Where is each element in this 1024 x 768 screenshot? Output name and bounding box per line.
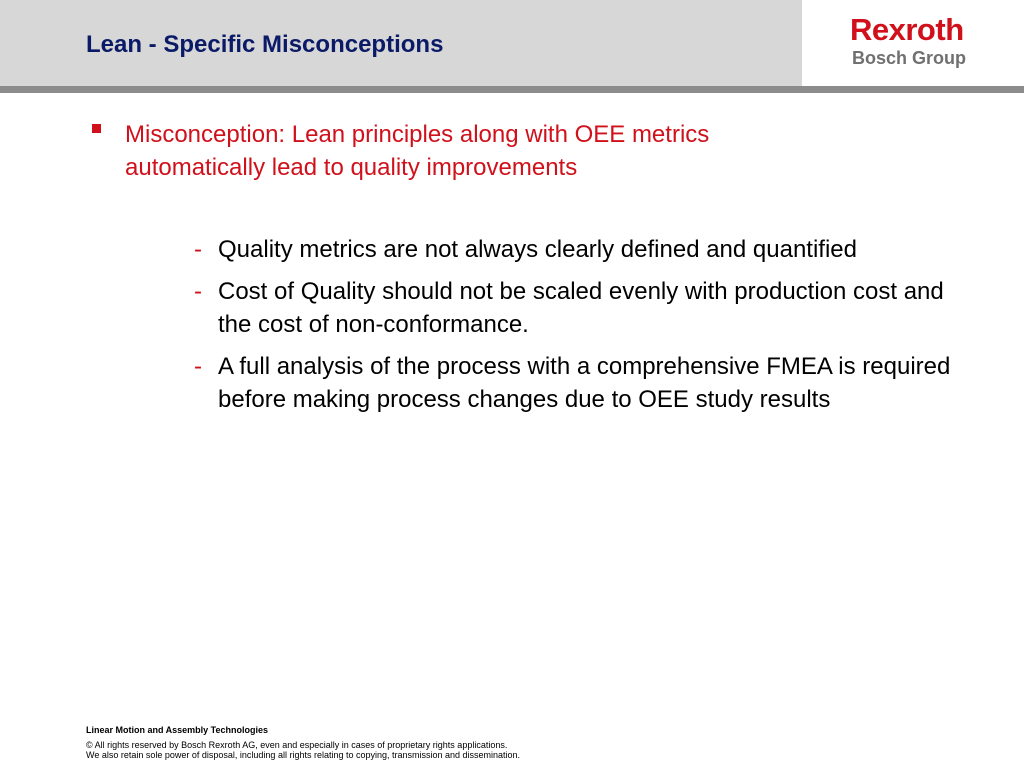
sub-bullet-item [194,275,954,341]
sub-bullet-list [194,233,954,416]
sub-bullet-item [194,233,954,266]
dash-bullet-icon: - [194,353,202,380]
sub-bullet-text: Cost of Quality should not be scaled evenly with production cost and the cost of non-conformance. [218,278,944,338]
bosch-group-logo: Bosch Group [852,48,967,68]
footer-copyright-line-1: © All rights reserved by Bosch Rexroth AG, even and especially in cases of proprietary rights applications. [86,740,508,750]
header-divider [0,86,1024,93]
sub-bullet-text: Quality metrics are not always clearly defined and quantified [218,236,857,263]
dash-bullet-icon: - [194,236,202,263]
footer-title: Linear Motion and Assembly Technologies [86,725,269,735]
footer-copyright-line-2: We also retain sole power of disposal, including all rights relating to copying, transmission and dissemination. [86,750,521,760]
sub-bullet-item [194,350,954,416]
main-bullet-text: Misconception: Lean principles along with OEE metrics automatically lead to quality improvements [125,121,710,181]
dash-bullet-icon: - [194,278,202,305]
rexroth-logo: Rexroth [850,12,964,47]
square-bullet-icon [92,124,101,133]
slide-title: Lean - Specific Misconceptions [86,31,444,58]
sub-bullet-text: A full analysis of the process with a comprehensive FMEA is required before making process changes due to OEE study results [218,353,951,413]
